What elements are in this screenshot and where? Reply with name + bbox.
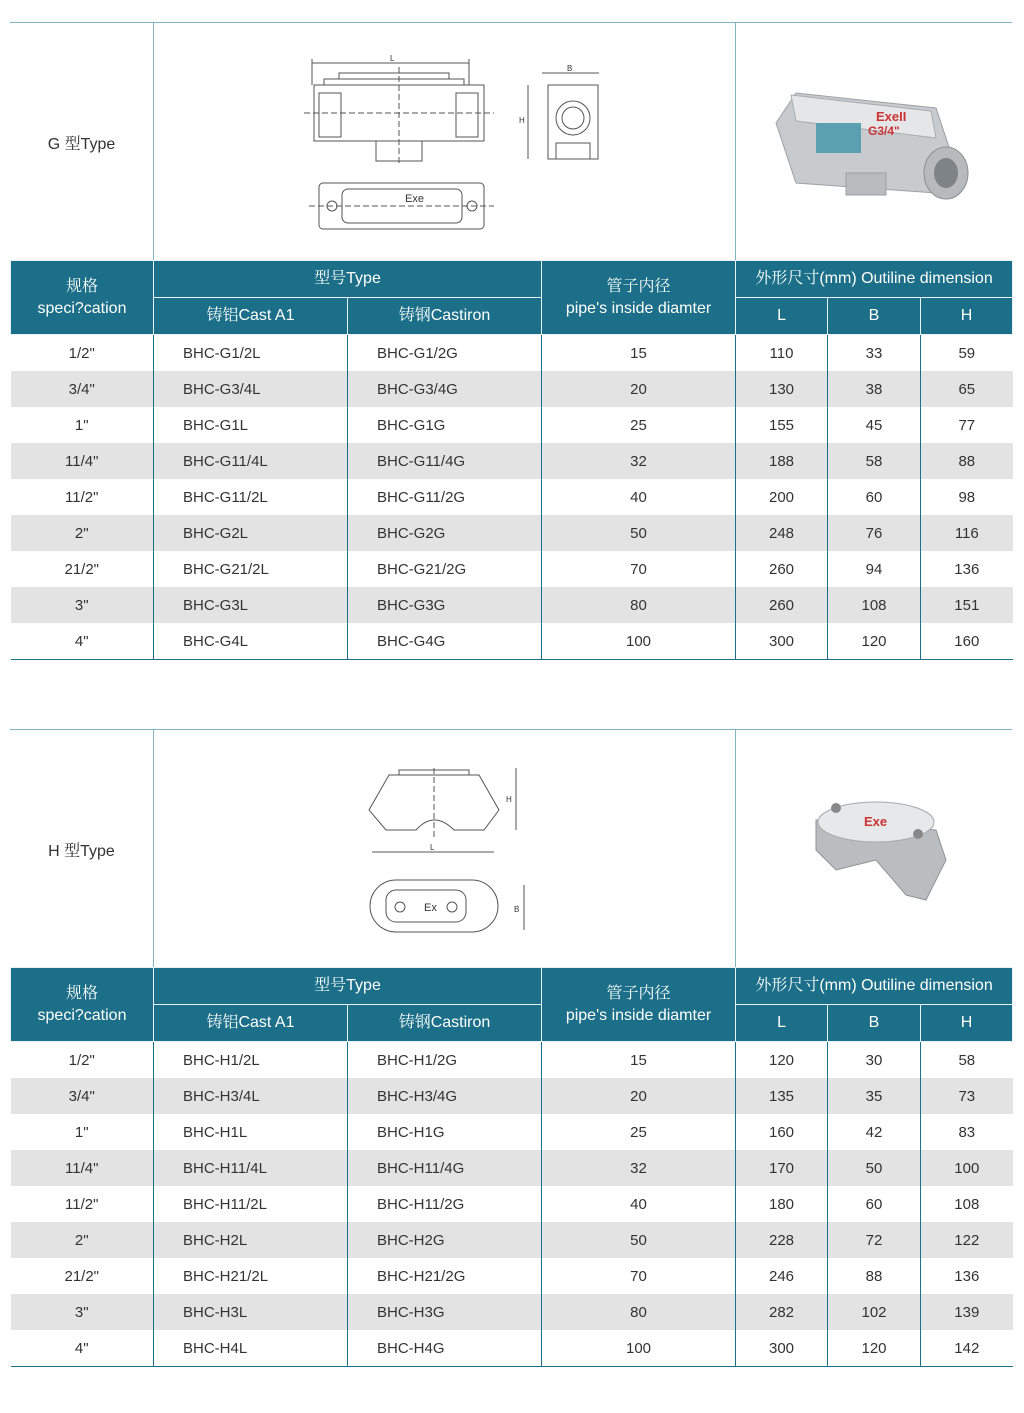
cell-h: 59 [921, 335, 1013, 372]
cell-h: 122 [921, 1222, 1013, 1258]
cell-l: 228 [736, 1222, 828, 1258]
cell-l: 130 [736, 371, 828, 407]
cell-pipe: 80 [542, 1294, 736, 1330]
cell-iron: BHC-H11/4G [348, 1150, 542, 1186]
cell-spec: 1" [11, 407, 154, 443]
cell-pipe: 20 [542, 371, 736, 407]
cell-b: 42 [828, 1114, 921, 1150]
cell-h: 108 [921, 1186, 1013, 1222]
cell-h: 88 [921, 443, 1013, 479]
cell-pipe: 100 [542, 623, 736, 660]
cell-h: 160 [921, 623, 1013, 660]
cell-h: 142 [921, 1330, 1013, 1367]
dim-label-l: L [430, 843, 435, 852]
cell-iron: BHC-G11/2G [348, 479, 542, 515]
cell-iron: BHC-H4G [348, 1330, 542, 1367]
table-row [11, 1150, 1013, 1186]
h-header: H [921, 298, 1013, 335]
cell-h: 98 [921, 479, 1013, 515]
cell-pipe: 80 [542, 587, 736, 623]
h-type-table [10, 967, 1013, 1367]
cell-al: BHC-G4L [154, 623, 348, 660]
table-row [11, 371, 1013, 407]
cell-al: BHC-G11/4L [154, 443, 348, 479]
cell-al: BHC-H4L [154, 1330, 348, 1367]
pipe-header-en: pipe's inside diamter [565, 299, 712, 317]
spec-header-cn: 规格 [65, 277, 98, 295]
cell-spec: 11/4" [11, 443, 154, 479]
cell-b: 94 [828, 551, 921, 587]
cell-l: 110 [736, 335, 828, 372]
cell-pipe: 32 [542, 443, 736, 479]
cell-b: 88 [828, 1258, 921, 1294]
cell-pipe: 50 [542, 1222, 736, 1258]
cell-l: 248 [736, 515, 828, 551]
cell-b: 120 [828, 1330, 921, 1367]
cell-al: BHC-G11/2L [154, 479, 348, 515]
g-type-table [10, 260, 1013, 660]
table-row [11, 479, 1013, 515]
pipe-header [542, 968, 736, 1042]
cell-l: 188 [736, 443, 828, 479]
cell-al: BHC-H21/2L [154, 1258, 348, 1294]
spec-header [11, 968, 154, 1042]
pipe-header-cn: 管子内径 [606, 984, 671, 1002]
image-row [10, 22, 1012, 261]
cell-spec: 11/4" [11, 1150, 154, 1186]
dim-label-h: H [506, 795, 512, 804]
cell-b: 60 [828, 479, 921, 515]
section-h-type [10, 729, 1012, 1372]
cell-iron: BHC-H1/2G [348, 1042, 542, 1079]
cell-b: 72 [828, 1222, 921, 1258]
cell-l: 260 [736, 587, 828, 623]
product-photo [736, 23, 1012, 261]
cell-spec: 2" [11, 1222, 154, 1258]
table-row [11, 587, 1013, 623]
dims-header: 外形尺寸(mm) Outiline dimension [736, 261, 1013, 298]
spec-header-en: speci?cation [37, 1006, 127, 1024]
b-header: B [828, 1005, 921, 1042]
table-row [11, 407, 1013, 443]
g-type-drawing [154, 23, 735, 261]
cell-b: 120 [828, 623, 921, 660]
cell-h: 58 [921, 1042, 1013, 1079]
cell-pipe: 100 [542, 1330, 736, 1367]
table-row [11, 443, 1013, 479]
cell-b: 38 [828, 371, 921, 407]
cell-iron: BHC-H1G [348, 1114, 542, 1150]
table-row [11, 1114, 1013, 1150]
cell-b: 30 [828, 1042, 921, 1079]
cell-spec: 11/2" [11, 479, 154, 515]
dims-header: 外形尺寸(mm) Outiline dimension [736, 968, 1013, 1005]
table-row [11, 551, 1013, 587]
product-photo [736, 730, 1012, 968]
cell-al: BHC-H1L [154, 1114, 348, 1150]
cell-iron: BHC-G2G [348, 515, 542, 551]
cell-spec: 11/2" [11, 1186, 154, 1222]
technical-drawing [154, 730, 736, 968]
exe-plate-label: Exe [405, 193, 424, 205]
cell-pipe: 70 [542, 1258, 736, 1294]
cell-h: 116 [921, 515, 1013, 551]
table-row [11, 1258, 1013, 1294]
model-header: 型号Type [154, 968, 542, 1005]
cell-iron: BHC-H3/4G [348, 1078, 542, 1114]
cell-b: 102 [828, 1294, 921, 1330]
cell-h: 151 [921, 587, 1013, 623]
cell-al: BHC-G3L [154, 587, 348, 623]
cell-iron: BHC-H11/2G [348, 1186, 542, 1222]
cell-spec: 2" [11, 515, 154, 551]
cell-al: BHC-H11/2L [154, 1186, 348, 1222]
cell-pipe: 20 [542, 1078, 736, 1114]
cell-al: BHC-H3/4L [154, 1078, 348, 1114]
cell-pipe: 70 [542, 551, 736, 587]
photo-mark-1: Exe [864, 814, 888, 829]
cell-h: 136 [921, 1258, 1013, 1294]
table-row [11, 1078, 1013, 1114]
dim-label-b: B [514, 905, 520, 914]
g-table-body [11, 335, 1013, 660]
model-header: 型号Type [154, 261, 542, 298]
cell-al: BHC-H2L [154, 1222, 348, 1258]
table-row [11, 1222, 1013, 1258]
cell-pipe: 15 [542, 335, 736, 372]
cell-l: 300 [736, 1330, 828, 1367]
cast-al-header: 铸铝Cast A1 [154, 298, 348, 335]
cell-l: 260 [736, 551, 828, 587]
cell-pipe: 25 [542, 1114, 736, 1150]
cell-spec: 1/2" [11, 1042, 154, 1079]
b-header: B [828, 298, 921, 335]
cell-h: 83 [921, 1114, 1013, 1150]
cell-h: 65 [921, 371, 1013, 407]
table-row [11, 623, 1013, 660]
cell-l: 180 [736, 1186, 828, 1222]
cell-iron: BHC-H2G [348, 1222, 542, 1258]
cell-h: 139 [921, 1294, 1013, 1330]
dim-label-b: B [567, 64, 573, 73]
cell-iron: BHC-G3G [348, 587, 542, 623]
cell-l: 170 [736, 1150, 828, 1186]
photo-mark-1: ExeII [876, 109, 907, 124]
cell-iron: BHC-G11/4G [348, 443, 542, 479]
cast-al-header: 铸铝Cast A1 [154, 1005, 348, 1042]
cell-b: 33 [828, 335, 921, 372]
cell-b: 108 [828, 587, 921, 623]
cell-l: 282 [736, 1294, 828, 1330]
cell-pipe: 25 [542, 407, 736, 443]
pipe-header-en: pipe's inside diamter [565, 1006, 712, 1024]
cell-h: 100 [921, 1150, 1013, 1186]
cell-spec: 3" [11, 587, 154, 623]
table-row [11, 1186, 1013, 1222]
cell-h: 136 [921, 551, 1013, 587]
cell-spec: 3/4" [11, 371, 154, 407]
cell-spec: 21/2" [11, 1258, 154, 1294]
cell-h: 73 [921, 1078, 1013, 1114]
l-header: L [736, 298, 828, 335]
cell-al: BHC-H1/2L [154, 1042, 348, 1079]
cell-l: 300 [736, 623, 828, 660]
pipe-header [542, 261, 736, 335]
h-type-drawing [154, 730, 735, 968]
cast-iron-header: 铸钢Castiron [348, 1005, 542, 1042]
cell-al: BHC-G1L [154, 407, 348, 443]
cell-al: BHC-H11/4L [154, 1150, 348, 1186]
technical-drawing [154, 23, 736, 261]
cell-iron: BHC-G1/2G [348, 335, 542, 372]
cell-iron: BHC-G21/2G [348, 551, 542, 587]
type-label: G 型Type [10, 23, 154, 261]
cell-al: BHC-H3L [154, 1294, 348, 1330]
cell-al: BHC-G3/4L [154, 371, 348, 407]
cell-l: 160 [736, 1114, 828, 1150]
cell-spec: 1/2" [11, 335, 154, 372]
g-type-photo [736, 23, 1012, 261]
cell-l: 120 [736, 1042, 828, 1079]
cell-pipe: 15 [542, 1042, 736, 1079]
cell-b: 76 [828, 515, 921, 551]
cell-spec: 3/4" [11, 1078, 154, 1114]
cell-iron: BHC-H21/2G [348, 1258, 542, 1294]
photo-mark-2: G3/4" [868, 124, 900, 138]
cell-l: 155 [736, 407, 828, 443]
table-row [11, 1294, 1013, 1330]
cell-spec: 4" [11, 623, 154, 660]
cell-pipe: 50 [542, 515, 736, 551]
l-header: L [736, 1005, 828, 1042]
table-row [11, 1042, 1013, 1079]
spec-header-cn: 规格 [65, 984, 98, 1002]
cell-b: 58 [828, 443, 921, 479]
type-label: H 型Type [10, 730, 154, 968]
table-row [11, 335, 1013, 372]
table-row [11, 515, 1013, 551]
h-header: H [921, 1005, 1013, 1042]
image-row [10, 729, 1012, 968]
dim-label-l: L [390, 54, 395, 63]
cell-b: 50 [828, 1150, 921, 1186]
cell-al: BHC-G21/2L [154, 551, 348, 587]
cell-spec: 1" [11, 1114, 154, 1150]
cell-iron: BHC-G1G [348, 407, 542, 443]
section-g-type [10, 22, 1012, 665]
cell-spec: 4" [11, 1330, 154, 1367]
cell-b: 35 [828, 1078, 921, 1114]
h-type-photo [736, 730, 1012, 968]
cell-pipe: 40 [542, 479, 736, 515]
spec-header [11, 261, 154, 335]
cell-pipe: 32 [542, 1150, 736, 1186]
cell-al: BHC-G2L [154, 515, 348, 551]
cell-l: 135 [736, 1078, 828, 1114]
cell-h: 77 [921, 407, 1013, 443]
exe-plate-label: Ex [424, 902, 437, 914]
cell-b: 60 [828, 1186, 921, 1222]
cell-b: 45 [828, 407, 921, 443]
spec-header-en: speci?cation [37, 299, 127, 317]
cell-iron: BHC-G3/4G [348, 371, 542, 407]
cell-pipe: 40 [542, 1186, 736, 1222]
dim-label-h: H [519, 116, 525, 125]
cell-l: 246 [736, 1258, 828, 1294]
cell-iron: BHC-G4G [348, 623, 542, 660]
cell-spec: 3" [11, 1294, 154, 1330]
pipe-header-cn: 管子内径 [606, 277, 671, 295]
h-table-body [11, 1042, 1013, 1367]
cell-iron: BHC-H3G [348, 1294, 542, 1330]
table-row [11, 1330, 1013, 1367]
cell-l: 200 [736, 479, 828, 515]
cast-iron-header: 铸钢Castiron [348, 298, 542, 335]
cell-al: BHC-G1/2L [154, 335, 348, 372]
cell-spec: 21/2" [11, 551, 154, 587]
